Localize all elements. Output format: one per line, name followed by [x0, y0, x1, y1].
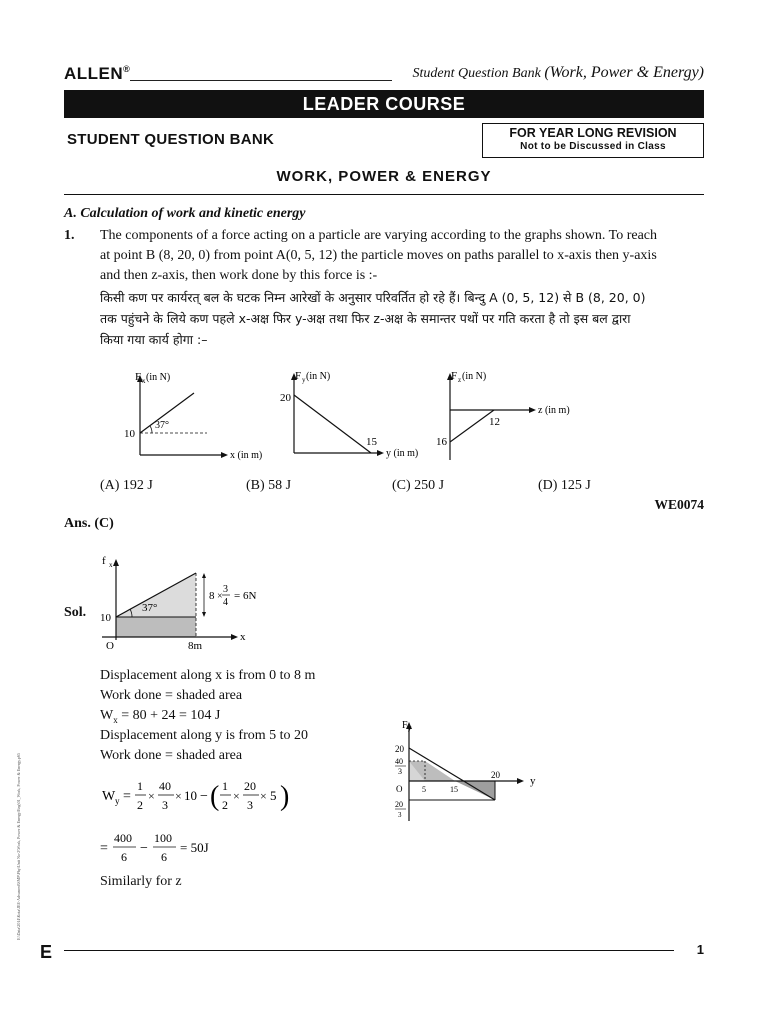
registered-mark: ®: [123, 64, 131, 74]
sol-fig2-y40d: 3: [398, 767, 402, 776]
header-rule: [130, 80, 392, 81]
res-n2: 100: [154, 831, 172, 845]
wy-m2: 5: [270, 788, 277, 803]
header-subtitle: [413, 64, 704, 82]
graph3-ylabel: F: [451, 370, 458, 382]
svg-text:−: −: [200, 789, 208, 804]
graph1-angle: 37°: [155, 420, 169, 431]
graph1-intercept: 10: [124, 428, 135, 440]
graph1-yunit: (in N): [146, 372, 171, 383]
header-subtitle-topic: (Work, Power & Energy): [544, 64, 704, 81]
header-subtitle-prefix: Student Question Bank: [412, 66, 541, 81]
answer-value: (C): [94, 516, 114, 531]
svg-text:×: ×: [175, 789, 182, 803]
svg-text:−: −: [140, 841, 148, 856]
sol-fig1-intercept: 10: [100, 612, 111, 624]
sol-fig2-xaxis: y: [530, 775, 536, 787]
sol-fig1-origin: O: [106, 640, 114, 652]
sol-fig1-xaxis: x: [240, 631, 246, 643]
sol-fig1-annot-num: 3: [223, 584, 228, 595]
question-text-english: [100, 226, 705, 286]
solution-label: Sol.: [64, 605, 87, 620]
sol-line-1: Displacement along x is from 0 to 8 m: [100, 668, 316, 683]
wy-f4d: 3: [247, 798, 253, 812]
graph3-xval: 12: [489, 416, 500, 428]
sol-fig2-yneg-n: 20: [395, 800, 403, 809]
wy-f2d: 3: [162, 798, 168, 812]
option-b: (B) 58 J: [246, 478, 292, 493]
graph-fy-vs-y: [278, 365, 438, 470]
wy-f3n: 1: [222, 779, 228, 793]
res-d1: 6: [121, 850, 127, 864]
sol-fig2-yneg-d: 3: [398, 811, 402, 819]
question-line: and then z-axis, then work done by this force is :-: [100, 268, 378, 283]
res-d2: 6: [161, 850, 167, 864]
brand-logo: [64, 64, 130, 84]
wy-sub: y: [115, 796, 120, 806]
course-banner: LEADER COURSE: [64, 90, 704, 118]
page-number: 1: [696, 942, 704, 957]
wy-f1n: 1: [137, 779, 143, 793]
wx-symbol: W: [100, 708, 114, 723]
sol-fig2-ylabel: F: [402, 720, 408, 731]
answer-label: Ans.: [64, 516, 91, 531]
question-line: तक पहुंचने के लिये कण पहले x-अक्ष फिर y-अक्ष तथा फिर z-अक्ष के समान्तर पथों पर गति करता है तो इस बल द्वारा: [100, 311, 631, 326]
sol-fig2-origin: O: [396, 784, 403, 794]
brand-name: ALLEN: [64, 64, 124, 83]
graph-fx-vs-x: [112, 365, 282, 470]
question-line: The components of a force acting on a particle are varying according to the graphs shown. To reach: [100, 228, 657, 243]
svg-text:): ): [280, 781, 290, 812]
res-value: = 50J: [180, 840, 209, 855]
svg-text:=: =: [100, 841, 108, 856]
sol-fig1-ysub: x: [109, 561, 113, 569]
sol-line-2: Work done = shaded area: [100, 688, 243, 703]
question-line: at point B (8, 20, 0) from point A(0, 5, 12) the particle moves on paths parallel to x-axis then y-axis: [100, 248, 657, 263]
sol-fig2-x5: 5: [422, 785, 426, 794]
svg-text:×: ×: [233, 789, 240, 803]
option-c: (C) 250 J: [392, 478, 445, 493]
question-line: किया गया कार्य होगा :–: [100, 332, 208, 347]
graph1-xlabel: x (in m): [230, 450, 263, 461]
sol-fig1-annot-a: 8: [209, 590, 215, 602]
res-n1: 400: [114, 831, 132, 845]
wy-f2n: 40: [159, 779, 171, 793]
graph2-yunit: (in N): [306, 371, 331, 382]
graph2-ylabel: F: [295, 370, 302, 382]
sol-fig2-ysub: y: [408, 724, 412, 732]
wx-eq: = 80 + 24 = 104 J: [121, 708, 221, 723]
svg-text:=: =: [123, 789, 131, 804]
graph2-xlabel: y (in m): [386, 448, 419, 459]
sol-fig1-xend: 8m: [188, 640, 203, 652]
svg-text:×: ×: [260, 789, 267, 803]
graph-fz-vs-z: [434, 365, 594, 470]
svg-text:×: ×: [148, 789, 155, 803]
graph1-ylabel: F: [135, 371, 142, 383]
wy-f3d: 2: [222, 798, 228, 812]
side-file-path: E:\Data\2014\Kota\JEE-Advanced\SMP\Phy\Unit No-2\Work, Power & Energy\Eng\01_Work, Power & Energy.p65: [16, 753, 21, 940]
wy-equation: [98, 772, 308, 820]
question-text-hindi: [100, 287, 705, 350]
graph3-yval: 16: [436, 436, 447, 448]
question-code: WE0074: [654, 497, 704, 512]
footer-letter: E: [40, 942, 53, 962]
sol-fig1-ylabel: f: [102, 555, 106, 567]
sol-line-5: Work done = shaded area: [100, 748, 243, 763]
graph3-yunit: (in N): [462, 371, 487, 382]
solution-graph-fx: [96, 550, 276, 655]
graph3-ysub: z: [458, 376, 462, 384]
answer: [64, 516, 114, 532]
svg-text:(: (: [210, 781, 220, 812]
graph3-xlabel: z (in m): [538, 405, 570, 416]
option-d: (D) 125 J: [538, 478, 591, 493]
wy-m1: 10: [184, 788, 197, 803]
question-line: किसी कण पर कार्यरत् बल के घटक निम्न आरेखों के अनुसार परिवर्तित हो रहे हैं। बिन्दु A (0, 5, 12) से B (8, 20, 0): [100, 290, 646, 305]
sol-fig2-y20: 20: [395, 744, 404, 754]
question-bank-label: STUDENT QUESTION BANK: [67, 131, 275, 148]
wy-symbol: W: [102, 789, 116, 804]
sol-line-4: Displacement along y is from 5 to 20: [100, 728, 309, 743]
graph1-ysub: x: [142, 377, 146, 385]
graph2-ysub: y: [302, 376, 306, 384]
revision-line-1: FOR YEAR LONG REVISION: [509, 126, 677, 140]
wy-f1d: 2: [137, 798, 143, 812]
sol-line-wx: [100, 708, 220, 725]
sol-fig2-x15: 15: [450, 785, 458, 794]
sol-fig2-x20: 20: [491, 770, 500, 780]
revision-line-2: Not to be Discussed in Class: [520, 141, 666, 152]
footer-rule: [64, 950, 674, 951]
svg-text:×: ×: [217, 591, 223, 602]
graph2-yval: 20: [280, 392, 291, 404]
sol-similarly: Similarly for z: [100, 874, 182, 889]
sol-fig1-annot-den: 4: [223, 597, 228, 608]
topic-title: WORK, POWER & ENERGY: [276, 168, 492, 185]
topic-rule: [64, 194, 704, 195]
revision-box: [482, 123, 704, 158]
wx-sub: x: [113, 714, 118, 725]
result-equation: [98, 826, 248, 870]
question-number: 1.: [64, 228, 75, 243]
wy-f4n: 20: [244, 779, 256, 793]
option-a: (A) 192 J: [100, 478, 153, 493]
solution-graph-fy: [380, 716, 550, 828]
sol-fig1-angle: 37°: [142, 602, 158, 614]
sol-fig2-y40n: 40: [395, 757, 403, 766]
sol-fig1-annot-res: = 6N: [234, 590, 257, 602]
graph2-xval: 15: [366, 436, 377, 448]
section-heading: A. Calculation of work and kinetic energy: [64, 206, 306, 221]
